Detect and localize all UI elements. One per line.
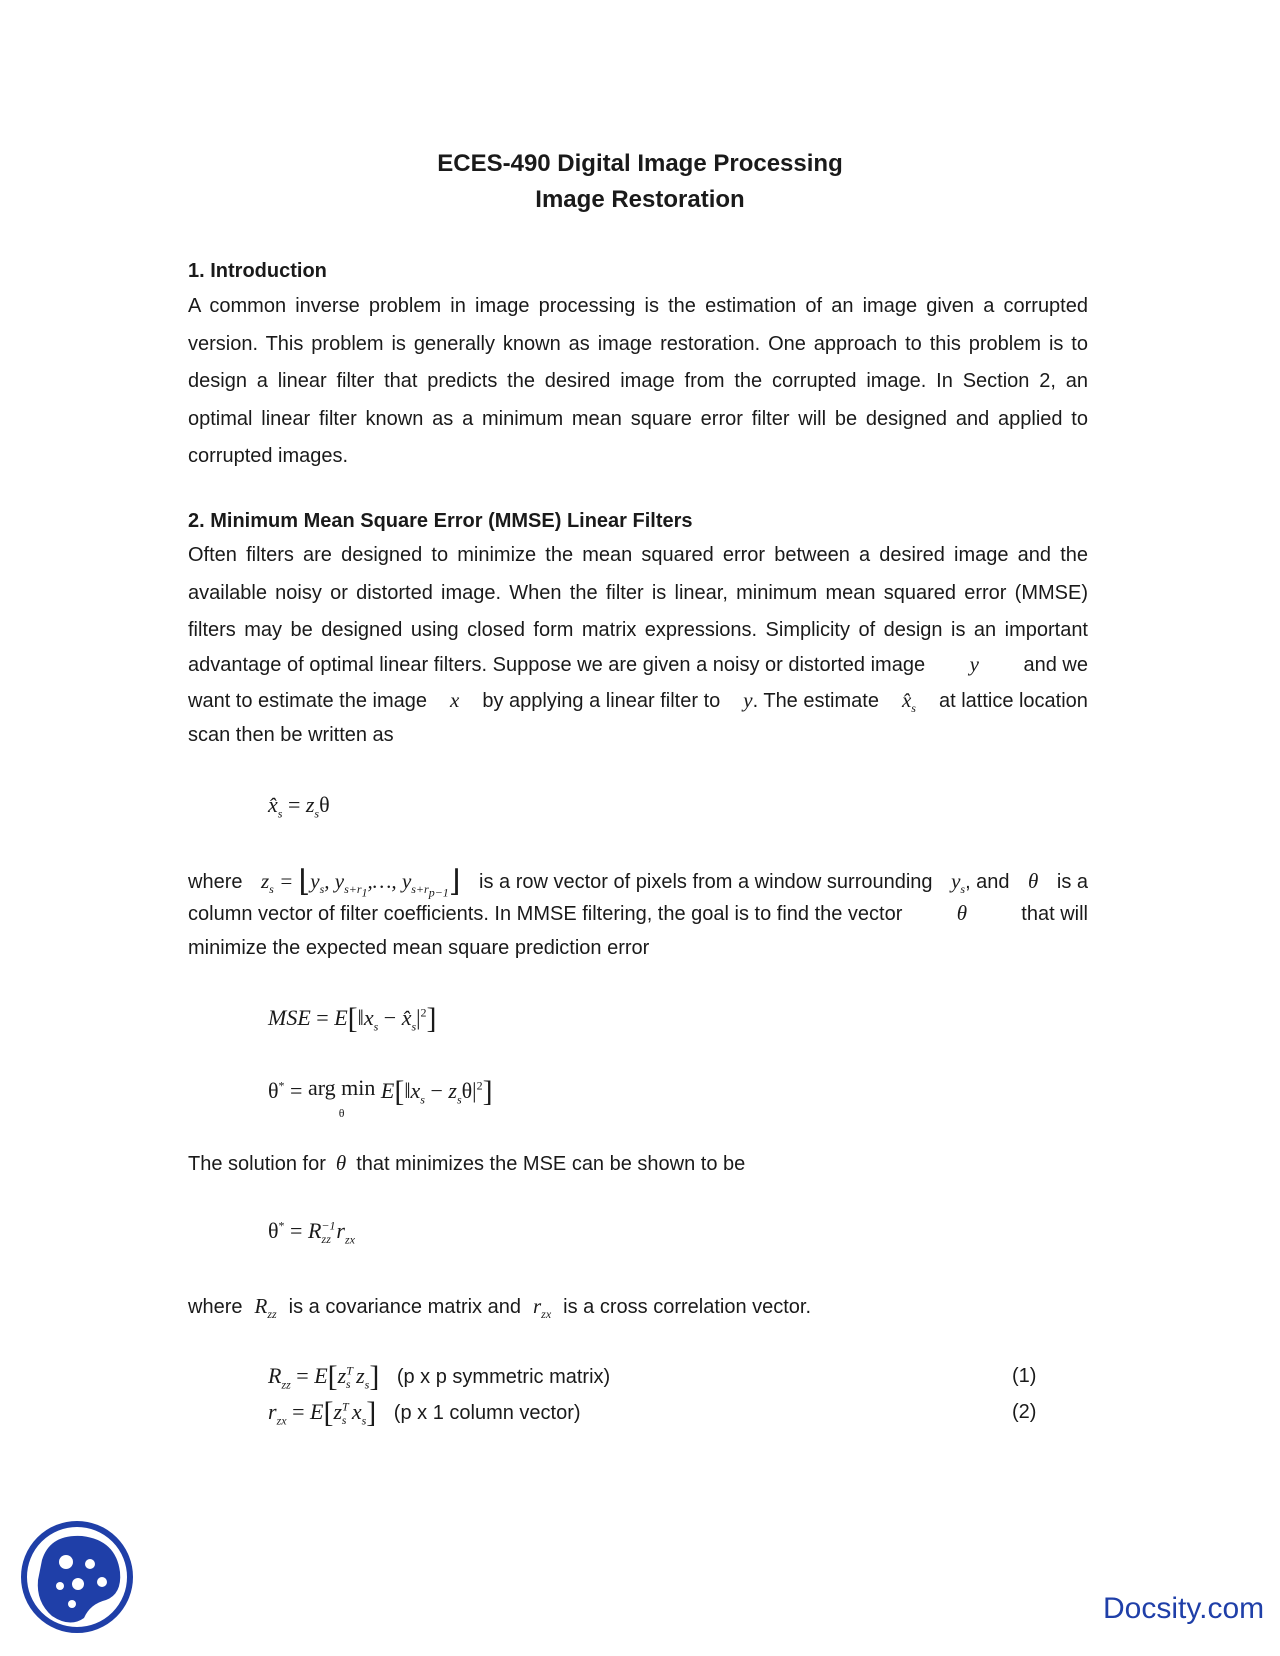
equation-1: $R_{zz} = E[z^T_s$ $z_s$] (p x p symmetric matrix) [268, 1360, 611, 1393]
mmse-line-6: scan then be written as [188, 724, 394, 746]
equation-argmin: θ* = arg min θ $E[‖x_s - z_s\theta|^2]$ [268, 1075, 493, 1120]
symbol-y: y [969, 652, 979, 676]
where-line-3: minimize the expected mean square prediction error [188, 937, 650, 959]
solution-line: The solution for θ that minimizes the MSE can be shown to be [188, 1151, 746, 1175]
equation-2-number: (2) [1012, 1401, 1037, 1423]
where-line-2: column vector of filter coefficients. In MMSE filtering, the goal is to find the vector θ that will [188, 901, 1088, 925]
docsity-logo-icon[interactable] [20, 1520, 134, 1634]
symbol-x-hat-s: $x̂_s$ [901, 688, 916, 716]
equation-row-vector: $z_s$ = $⌊y_s$, $y_{s+r_1},\dots$, $y_{s+r_{p-1}}⌋$ [260, 865, 461, 900]
mmse-line-1: Often filters are designed to minimize the mean squared error between a desired image and the [188, 544, 1088, 566]
equation-mse: MSE = $E[‖x_s$ − $x̂_s|^2$] [268, 1002, 437, 1035]
mmse-line-2: available noisy or distorted image. When the filter is linear, minimum mean squared error (MMSE) [188, 581, 1088, 604]
section-heading-introduction: 1. Introduction [188, 260, 327, 282]
covariance-line: where $R_{zz}$ is a covariance matrix and $r_{zx}$ is a cross correlation vector. [188, 1294, 812, 1322]
symbol-y-2: y [743, 688, 753, 712]
mmse-paragraph [188, 537, 1088, 650]
equation-2: $r_{zx} = E[z^T_s$ $x_s$] (p x 1 column vector) [268, 1396, 581, 1429]
mmse-line-5: want to estimate the image x by applying a linear filter to y. The estimate $x̂_s$ at lattice location [188, 688, 1088, 716]
document-title: ECES-490 Digital Image Processing [437, 150, 843, 177]
symbol-theta: θ [1028, 869, 1039, 893]
equation-estimate: $x̂_s = z_s\theta$ [268, 792, 330, 821]
equation-1-number: (1) [1012, 1365, 1037, 1387]
mmse-line-4: advantage of optimal linear filters. Suppose we are given a noisy or distorted image y and we [188, 652, 1088, 676]
intro-paragraph: A common inverse problem in image processing is the estimation of an image given a corrupted version. This problem is generally known as image restoration. One approach to this problem is to design a linear filter that predicts the desired image from the corrupted image. In Section 2, an optimal linear filter known as a minimum mean square error filter will be designed and applied to corrupted images. [188, 295, 1088, 467]
mmse-line-3: filters may be designed using closed form matrix expressions. Simplicity of design is an important [188, 619, 1088, 641]
where-line-1: where $z_s$ = $⌊y_s$, $y_{s+r_1},\dots$, $y_{s+r_{p-1}}⌋$ is a row vector of pixels from a window surrounding $y_s$, and θ is a [188, 865, 1088, 900]
equation-solution: $\theta^* = R^{-1}_{zz}$ $r_{zx}$ [268, 1218, 355, 1247]
docsity-brand-link[interactable]: Docsity.com [1103, 1592, 1265, 1625]
symbol-x: x [450, 688, 460, 712]
section-heading-mmse: 2. Minimum Mean Square Error (MMSE) Linear Filters [188, 510, 693, 532]
document-subtitle: Image Restoration [535, 186, 745, 213]
